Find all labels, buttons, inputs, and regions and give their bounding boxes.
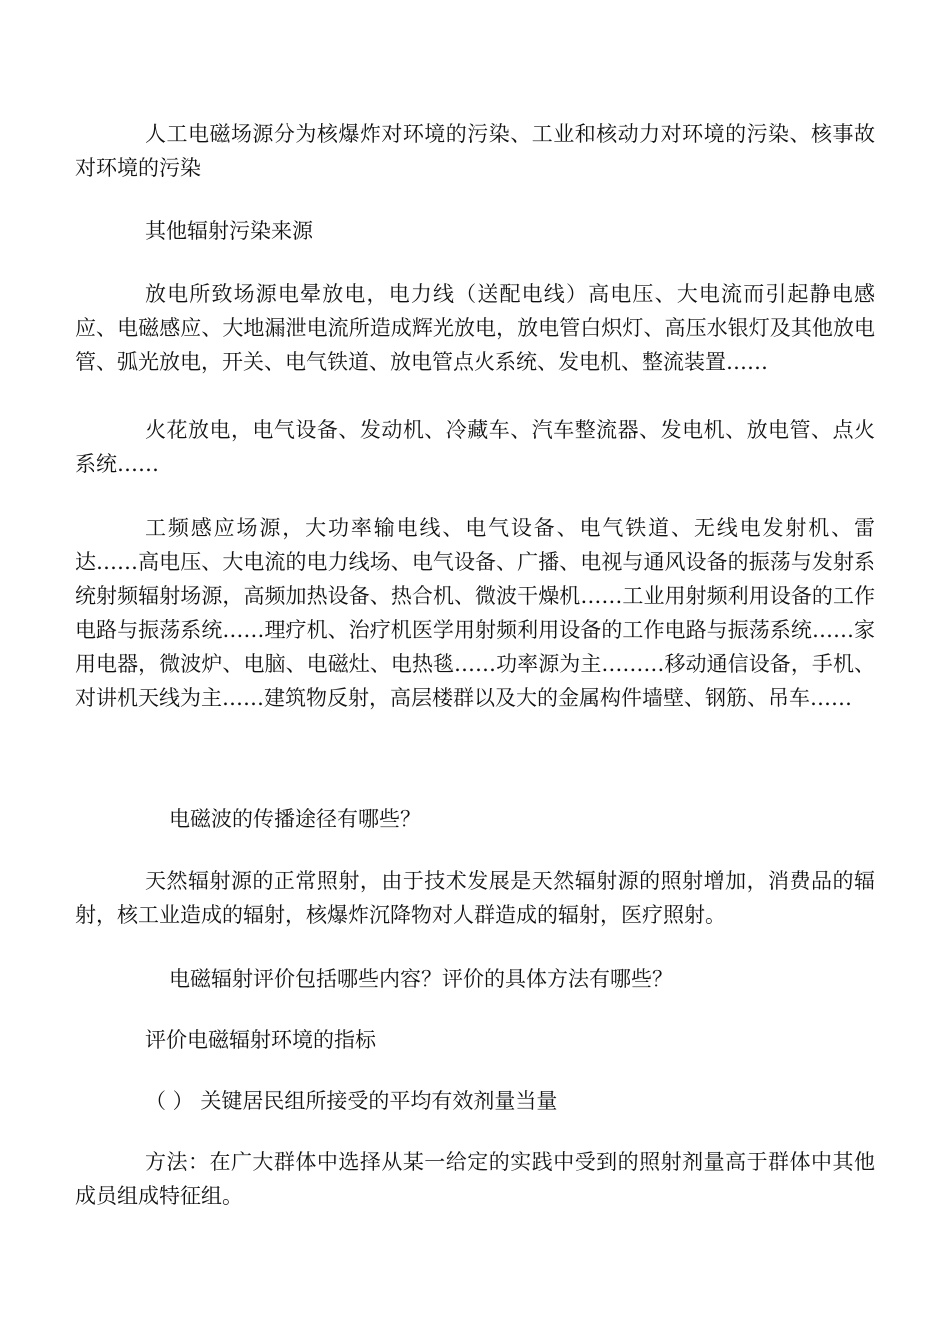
paragraph-evaluation-question: 电磁辐射评价包括哪些内容？评价的具体方法有哪些？ <box>169 967 673 991</box>
paragraph-artificial-sources: 人工电磁场源分为核爆炸对环境的污染、工业和核动力对环境的污染、核事故对环境的污染 <box>75 122 875 180</box>
paragraph-discharge-sources: 放电所致场源电晕放电，电力线（送配电线）高电压、大电流而引起静电感应、电磁感应、大地漏泄电流所造成辉光放电，放电管白炽灯、高压水银灯及其他放电管、弧光放电，开关、电气铁道、放电管点火系统、发电机、整流装置…… <box>75 282 875 374</box>
paragraph-power-frequency-sources: 工频感应场源，大功率输电线、电气设备、电气铁道、无线电发射机、雷达……高电压、大电流的电力线场、电气设备、广播、电视与通风设备的振荡与发射系统射频辐射场源，高频加热设备、热合机、微波干燥机……工业用射频利用设备的工作电路与振荡系统……理疗机、治疗机医学用射频利用设备的工作电路与振荡系统……家用电器，微波炉、电脑、电磁灶、电热毯……功率源为主………移动通信设备，手机、对讲机天线为主……建筑物反射，高层楼群以及大的金属构件墙壁、钢筋、吊车…… <box>75 516 875 710</box>
paragraph-other-sources-heading: 其他辐射污染来源 <box>145 219 313 243</box>
paragraph-critical-group: （ ） 关键居民组所接受的平均有效剂量当量 <box>145 1089 558 1113</box>
paragraph-natural-radiation: 天然辐射源的正常照射，由于技术发展是天然辐射源的照射增加，消费品的辐射，核工业造成的辐射，核爆炸沉降物对人群造成的辐射，医疗照射。 <box>75 869 875 927</box>
paragraph-propagation-question: 电磁波的传播途径有哪些？ <box>169 807 421 831</box>
paragraph-evaluation-index: 评价电磁辐射环境的指标 <box>145 1028 376 1052</box>
paragraph-spark-discharge: 火花放电，电气设备、发动机、冷藏车、汽车整流器、发电机、放电管、点火系统…… <box>75 418 875 476</box>
paragraph-method: 方法：在广大群体中选择从某一给定的实践中受到的照射剂量高于群体中其他成员组成特征组。 <box>75 1150 875 1208</box>
